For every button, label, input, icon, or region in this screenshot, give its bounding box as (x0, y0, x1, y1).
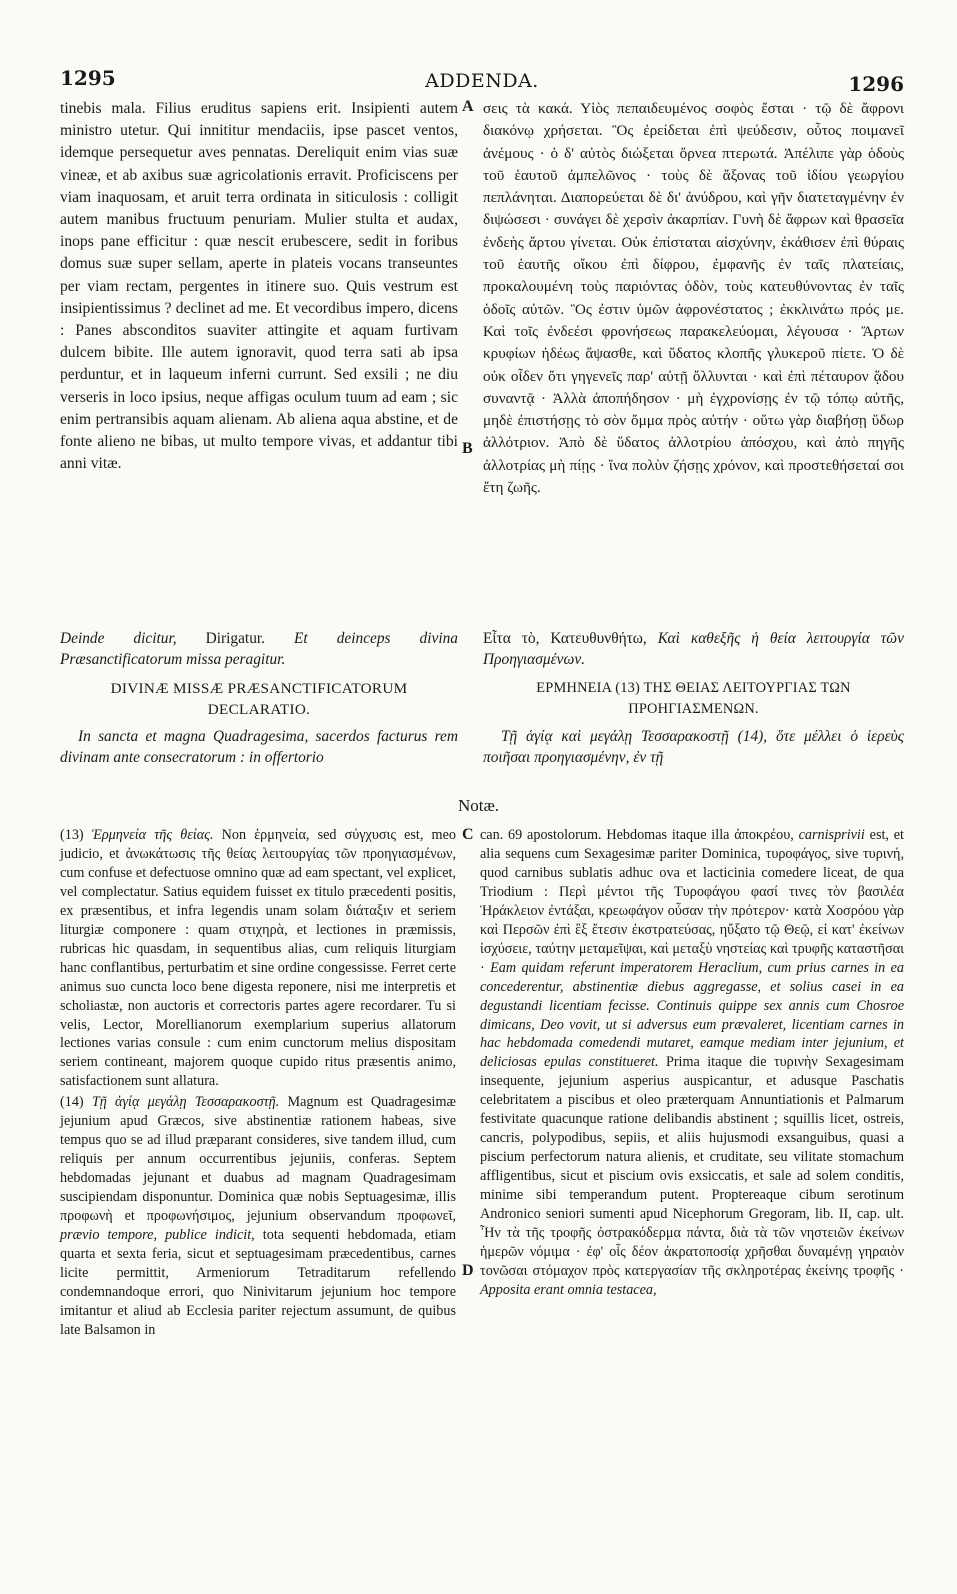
note-14-continued: can. 69 apostolorum. Hebdomas itaque illa ἀποκρέου, carnisprivii est, et alia sequens cum Sexagesimæ pariter Dominica, τυροφάγος, sive τυρινή, quod carnibus sublatis adhuc ova et lacticinia comedere liceat, de qua Triodium : Περὶ μέντοι τῆς Τυροφάγου φασί τινες τὸν βασιλέα Ἡράκλειον ἐντάξαι, κρεωφάγον οὖσαν τὴν πρότερον· κατὰ Χοσρόου γὰρ καὶ Περσῶν ἐπὶ ἓξ ἔτεσιν ἐκστρατεύσας, ηὔξατο τῷ Θεῷ, εἰ κατ' ἐκείνων ἰσχύσειε, ταύτην μεταμεῖψαι, καὶ μεταξὺ νηστείας καὶ τρυφῆς καταστῆσαι · Eam quidam referunt imperatorem Heraclium, cum prius carnes in ea concederentur, abstinentiæ diebus aggregasse, et solius casei in ea degustandi licentiam fecisse. Continuis quippe sex annis cum Chosroe dimicans, Deo vovit, ut si adversus eum prævaleret, licentiam carnes in hac hebdomada comedendi mutaret, eamque mediam inter jejunium, et deliciosas epulas constitueret. Prima itaque die τυρινὴν Sexagesimam insequente, jejunium asperius auspicantur, et adusque Paschatis celebritatem a piscibus et oleo præterquam Annuntiationis et Palmarum festivitate quacunque ratione delibandis abstinent ; squillis licet, ostreis, cancris, polypodibus, sepiis, et aliis hujusmodi exsanguibus, quasi a piscium perfectorum natura alienis, et cruditate, seu vilitate stomachum affligentibus, sicut et piscium ovis exsiccatis, et sale ad solem conditis, minime sibi temperandum putent. Proptereaque cibum serotinum Andronico seniori sumenti apud Nicephorum Gregoram, lib. II, cap. ult. Ἦν τὰ τῆς τροφῆς ὀστρακόδερμα πάντα, διὰ τὰ τῶν νηστειῶν ἐκείνων ἡμερῶν νόμιμα · ἐφ' οἷς δέον ἀκρατοποσίᾳ χρῆσθαι δυναμένῃ γηραιὸν τονῶσαι στόμαχον πρὸς κατεργασίαν τῆς σκληροτέρας ἐκείνης τροφῆς · Apposita erant omnia testacea, (480, 827, 905, 1298)
greek-section-intro: Τῇ ἁγίᾳ καὶ μεγάλῃ Τεσσαρακοστῇ (14), ὅτε μέλλει ὁ ἱερεὺς ποιῆσαι προηγιασμένην, ἐν τῇ (483, 728, 904, 766)
greek-body-text: σεις τὰ κακά. Υἱὸς πεπαιδευμένος σοφὸς ἔσται · τῷ δὲ ἄφρονι διακόνῳ χρήσεται. Ὃς ἐρείδεται ἐπὶ ψεύδεσιν, οὗτος ποιμανεῖ ἀνέμους · ὁ δ' αὐτὸς διώξεται ὄρνεα πτερωτά. Ἀπέλιπε γὰρ ὁδοὺς τοῦ ἑαυτοῦ ἀμπελῶνος · τοὺς δὲ ἄξονας τοῦ ἰδίου γεωργίου πεπλάνηται. Διαπορεύεται δὲ δι' ἀνύδρου, καὶ γῆν διατεταγμένην ἐν διψώσεσι · συνάγει δὲ χερσὶν ἀκαρπίαν. Γυνὴ δὲ ἄφρων καὶ θρασεῖα ἐνδεὴς ἄρτου γίνεται. Οὐκ ἐπίσταται αἰσχύνην, ἐκάθισεν ἐπὶ θύραις τοῦ ἑαυτῆς οἴκου ἐπὶ δίφρου, ἐμφανῆς ἐν ταῖς πλατείαις, προκαλουμένη τοὺς παριόντας ὁδὸν, τοὺς κατευθύνοντας ἐν ταῖς ὁδοῖς αὐτῶν. Ὃς ἐστιν ὑμῶν ἀφρονέστατος ; ἐκκλινάτω πρός με. Καὶ τοῖς ἐνδεέσι φρονήσεως παρακελεύομαι, λέγουσα · Ἄρτων κρυφίων ἡδέως ἅψασθε, καὶ ὕδατος κλοπῆς γλυκεροῦ πίετε. Ὁ δὲ οὐκ οἶδεν ὅτι γηγενεῖς παρ' αὐτῇ ὄλλυνται · καὶ ἐπὶ πέταυρον ᾅδου συναντᾷ · Ἀλλὰ ἀποπήδησον · μὴ ἐγχρονίσῃς ἐν τῷ τόπῳ αὐτῆς, μηδὲ ἐπιστήσῃς τὸ σὸν ὄμμα πρὸς αὐτήν · οὕτω γὰρ διαβήσῃ ὕδωρ ἀλλότριον. Ἀπὸ δὲ ὕδατος ἀλλοτρίου ἀπόσχου, καὶ ἀπὸ πηγῆς ἀλλοτρίας μὴ πίῃς · ἵνα πολὺν ζήσῃς χρόνον, καὶ προστεθήσεταί σοι ἔτη ζωῆς. (483, 100, 904, 497)
margin-letter-b: B (462, 440, 473, 457)
latin-rubric-section (60, 628, 458, 768)
notes-heading: Notæ. (457, 796, 500, 815)
margin-letter-c: C (462, 826, 474, 843)
latin-section-intro: In sancta et magna Quadragesima, sacerdos facturus rem divinam ante consecratorum : in offertorio (60, 728, 458, 766)
notes-left-column (60, 826, 456, 1340)
latin-section-title: DIVINÆ MISSÆ PRÆSANCTIFICATORUM DECLARATIO. (110, 680, 408, 718)
latin-body-text: tinebis mala. Filius eruditus sapiens erit. Insipienti autem ministro utetur. Qui innititur mendaciis, ipse pascet ventos, idemque persequetur aves pennatas. Dereliquit enim vias suæ vineæ, et ab axibus suæ agricolationis erravit. Proficiscens per viam inaquosam, et aruit terra ordinata in siticulosis : colligit autem manibus fructuum penuriam. Mulier stulta et audax, inops pane efficitur : quæ nescit erubescere, sedit in foribus domus suæ super sellam, aperte in plateis vocans transeuntes per viam rectam, pergentes in itinere suo. Quis vestrum est insipientissimus ? declinet ad me. Et vecordibus impero, dicens : Panes absconditos suaviter attingite et aquam furtivam dulcem bibite. Ille autem ignoravit, quod terra sati ab ipsa perduntur, et in laqueum inferni currunt. Sed exsili ; ne diu verseris in loco ipsius, neque affigas oculum tuum ad eam ; sic enim pertransibis aquam alienam. Ab aliena aqua abstine, et de fonte alieno ne bibas, ut multo tempore vivas, et addantur tibi anni vitæ. (60, 100, 458, 473)
latin-column (60, 98, 458, 475)
note-14: (14) Τῇ ἁγίᾳ μεγάλῃ Τεσσαρακοστῇ. Magnum est Quadragesimæ jejunium apud Græcos, sive abstinentiæ rationem habeas, sive tempus quo se ad illud præparant consideres, sive tandem illud, cum reliquis per annum occurrentibus jejuniis, conferas. Septem hebdomadas jejunant et duabus ad magnam Quadragesimam suscipiendam disponuntur. Dominica quæ nobis Septuagesimæ, illis προφωνὴ et προφωνήσιμος, jejunium observandum προφωνεῖ, prævio tempore, publice indicit, tota sequenti hebdomada, etiam quarta et sexta feria, sicut et septuagesimam præcedentibus, carnes licite permittit, Armeniorum Tetraditarum refellendo condemnandoque errori, quo Ninivitarum jejunium hoc tempore imitantur et aliud ab Ecclesia pariter rejectum assumunt, de quibus late Balsamon in (60, 1094, 457, 1338)
notes-right-column (480, 826, 904, 1300)
page-number-right: 1296 (848, 72, 904, 96)
greek-rubric-section (483, 628, 904, 768)
running-title: ADDENDA. (425, 70, 539, 92)
running-head (60, 66, 904, 94)
margin-letter-d: D (462, 1262, 474, 1279)
note-13: (13) Ἑρμηνεία τῆς θείας. Non ἑρμηνεία, sed σύγχυσις est, meo judicio, et ἀνωκάτωσις τῆς θείας λειτουργίας τῶν προηγιασμένων, cum confuse et defectuose omnino quæ ad eam spectant, vel explicet, vel complectatur. Satius equidem fuisset ex titulo præcedenti positis, ex præsentibus, et infra legendis unam solam διάταξιν et seriem liturgiæ componere : quam στιχηρὰ, et lectiones in præmissis, rubricas hic quasdam, in sequentibus alias, cum reliquis liturgiam hanc conflantibus, perturbatim et sine ordine congessisse. Ferret certe animus suo cuncta loco bene digesta reponere, nisi me interpretis et scholiastæ, non auctoris et correctoris partes agere recordarer. Tu si velis, Lector, Morellianorum exemplarium superius allatorum lectiones varias consule : cum enim cunctorum melius dispositam seriem contineant, majorem quoque cupido ritus præsentis animo, satisfactionem sunt allatura. (60, 827, 456, 1090)
greek-section-title: ΕΡΜΗΝΕΙΑ (13) ΤΗΣ ΘΕΙΑΣ ΛΕΙΤΟΥΡΓΙΑΣ ΤΩΝ ΠΡΟΗΓΙΑΣΜΕΝΩΝ. (536, 680, 851, 717)
greek-column (483, 98, 904, 499)
greek-rubric: Εἶτα τὸ, Κατευθυνθήτω, Καὶ καθεξῆς ἡ θεία λειτουργία τῶν Προηγιασμένων. (483, 630, 904, 668)
latin-rubric: Deinde dicitur, Dirigatur. Et deinceps divina Præsanctificatorum missa peragitur. (60, 630, 458, 668)
margin-letter-a: A (462, 98, 474, 115)
page-number-left: 1295 (60, 66, 116, 90)
